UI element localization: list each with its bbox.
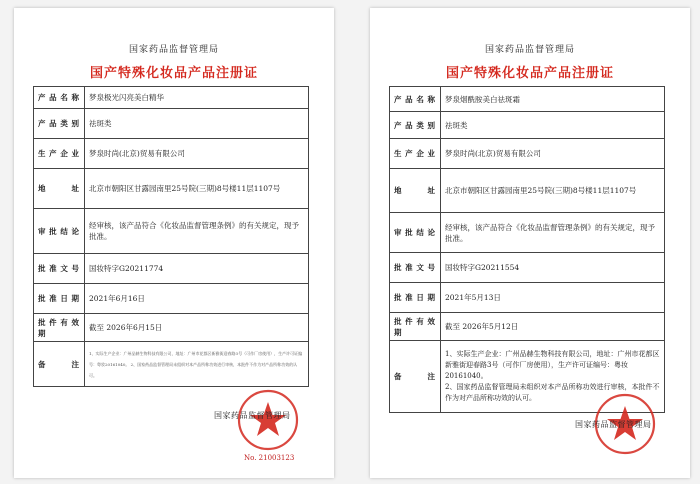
label-validity: 批件有效期 bbox=[390, 313, 441, 341]
certificate-table bbox=[389, 86, 665, 413]
value-approval-date: 2021年5月13日 bbox=[441, 283, 665, 313]
value-review-conclusion: 经审核，该产品符合《化妆品监督管理条例》的有关规定，现予批准。 bbox=[85, 209, 309, 254]
label-approval-date: 批准日期 bbox=[390, 283, 441, 313]
value-review-conclusion: 经审核，该产品符合《化妆品监督管理条例》的有关规定，现予批准。 bbox=[441, 213, 665, 253]
value-product-category: 祛斑类 bbox=[85, 109, 309, 139]
footer-issuing-agency: 国家药品监督管理局 bbox=[214, 411, 291, 420]
label-validity: 批件有效期 bbox=[34, 314, 85, 342]
value-product-name: 梦泉极光闪亮美白精华 bbox=[85, 87, 309, 109]
value-producer: 梦泉时尚(北京)贸易有限公司 bbox=[85, 139, 309, 169]
value-address: 北京市朝阳区甘露园南里25号院(三期)8号楼11层1107号 bbox=[85, 169, 309, 209]
label-product-name: 产品名称 bbox=[390, 87, 441, 112]
certificate-right bbox=[370, 8, 690, 478]
label-notes: 备注 bbox=[34, 342, 85, 387]
label-product-name: 产品名称 bbox=[34, 87, 85, 109]
value-product-name: 梦泉烟酰胺美白祛斑霜 bbox=[441, 87, 665, 112]
value-notes: 1、实际生产企业：广州品赫生物科技有限公司，地址：广州市花都区新雅街迎春路3号（可作厂房使用），生产许可证编号：粤妆20161040。 2、国家药品监督管理局未组织对本产品所称功效进行审核，本批件不作为对产品所称功效的认可。 bbox=[85, 342, 309, 387]
label-address: 地址 bbox=[390, 169, 441, 213]
value-producer: 梦泉时尚(北京)贸易有限公司 bbox=[441, 139, 665, 169]
issuing-agency-header: 国家药品监督管理局 bbox=[484, 45, 575, 55]
seal-number: No. 21003123 bbox=[244, 454, 295, 462]
footer-issuing-agency: 国家药品监督管理局 bbox=[575, 420, 652, 429]
value-product-category: 祛斑类 bbox=[441, 112, 665, 139]
label-review-conclusion: 审批结论 bbox=[390, 213, 441, 253]
label-product-category: 产品类别 bbox=[390, 112, 441, 139]
certificate-title: 国产特殊化妆品产品注册证 bbox=[89, 66, 258, 81]
notes-line-1: 1、实际生产企业：广州品赫生物科技有限公司，地址：广州市花都区新雅街迎春路3号（可作厂房使用），生产许可证编号：粤妆20161040。 bbox=[445, 350, 660, 380]
notes-line-2: 2、国家药品监督管理局未组织对本产品所称功效进行审核，本批件不作为对产品所称功效的认可。 bbox=[445, 383, 660, 402]
certificate-left bbox=[14, 8, 334, 478]
value-approval-date: 2021年6月16日 bbox=[85, 284, 309, 314]
label-approval-date: 批准日期 bbox=[34, 284, 85, 314]
certificate-title: 国产特殊化妆品产品注册证 bbox=[445, 66, 614, 81]
label-producer: 生产企业 bbox=[390, 139, 441, 169]
value-validity: 截至 2026年6月15日 bbox=[85, 314, 309, 342]
label-product-category: 产品类别 bbox=[34, 109, 85, 139]
value-approval-number: 国妆特字G20211554 bbox=[441, 253, 665, 283]
certificate-table bbox=[33, 86, 309, 387]
value-address: 北京市朝阳区甘露园南里25号院(三期)8号楼11层1107号 bbox=[441, 169, 665, 213]
value-approval-number: 国妆特字G20211774 bbox=[85, 254, 309, 284]
label-review-conclusion: 审批结论 bbox=[34, 209, 85, 254]
label-approval-number: 批准文号 bbox=[390, 253, 441, 283]
issuing-agency-header: 国家药品监督管理局 bbox=[128, 45, 219, 55]
label-producer: 生产企业 bbox=[34, 139, 85, 169]
value-validity: 截至 2026年5月12日 bbox=[441, 313, 665, 341]
label-approval-number: 批准文号 bbox=[34, 254, 85, 284]
label-notes: 备注 bbox=[390, 341, 441, 413]
label-address: 地址 bbox=[34, 169, 85, 209]
